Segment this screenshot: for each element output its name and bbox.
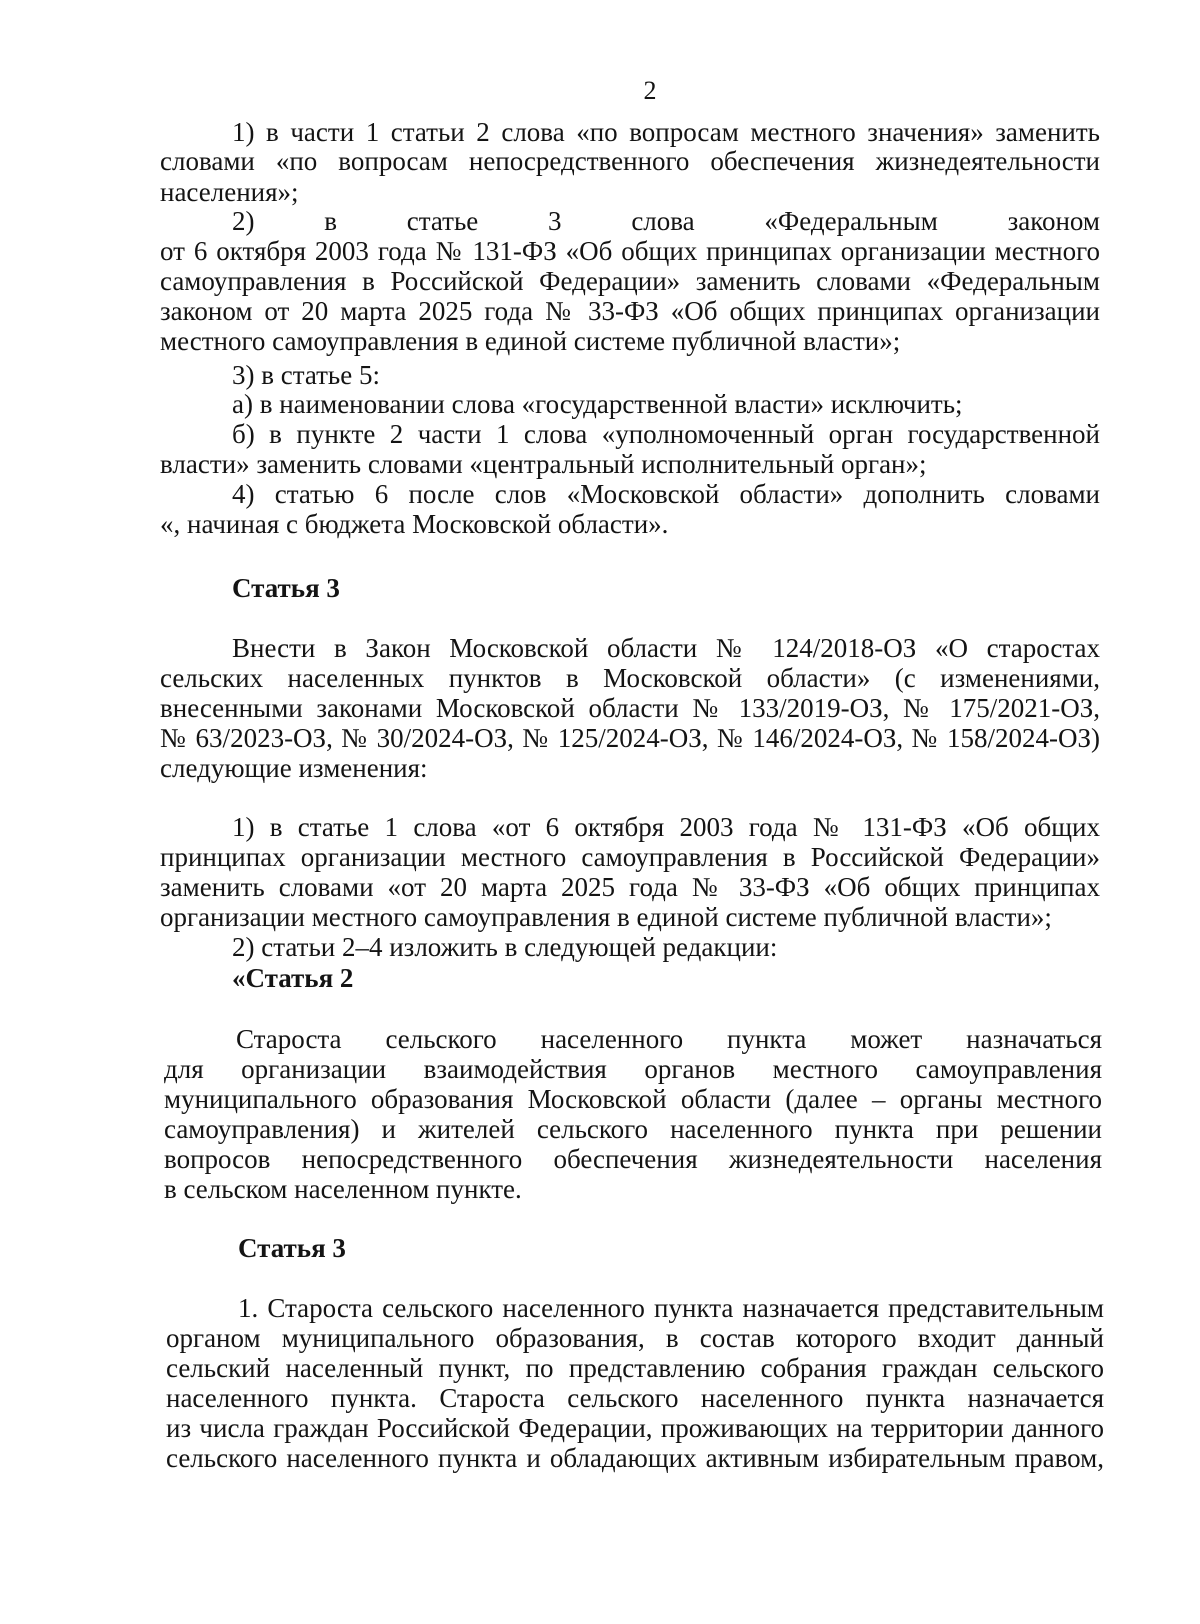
text-line: № 63/2023-ОЗ, № 30/2024-ОЗ, № 125/2024-ОЗ, № 146/2024-ОЗ, № 158/2024-ОЗ)	[160, 723, 1100, 753]
text-line: заменить словами «от 20 марта 2025 года № 33-ФЗ «Об общих принципах	[160, 872, 1100, 902]
text-line: следующие изменения:	[160, 753, 428, 783]
text-line: 4) статью 6 после слов «Московской области» дополнить словами	[232, 479, 1100, 509]
text-line: власти» заменить словами «центральный исполнительный орган»;	[160, 449, 927, 479]
text-line: словами «по вопросам непосредственного обеспечения жизнедеятельности	[160, 146, 1100, 176]
text-line: самоуправления) и жителей сельского населенного пункта при решении	[164, 1114, 1102, 1144]
text-line: организации местного самоуправления в единой системе публичной власти»;	[160, 902, 1052, 932]
text-line: 1) в статье 1 слова «от 6 октября 2003 года № 131-ФЗ «Об общих	[232, 812, 1100, 842]
text-line: муниципального образования Московской области (далее – органы местного	[164, 1084, 1102, 1114]
text-line: населенного пункта. Староста сельского населенного пункта назначается	[166, 1383, 1104, 1413]
text-line: внесенными законами Московской области № 133/2019-ОЗ, № 175/2021-ОЗ,	[160, 693, 1100, 723]
text-line: населения»;	[160, 177, 299, 207]
text-line: от 6 октября 2003 года № 131-ФЗ «Об общих принципах организации местного	[160, 236, 1100, 266]
text-line: в сельском населенном пункте.	[164, 1174, 522, 1204]
text-line: 2) статьи 2–4 изложить в следующей редакции:	[232, 932, 778, 962]
text-line: б) в пункте 2 части 1 слова «уполномоченный орган государственной	[232, 419, 1100, 449]
article-heading: Статья 3	[232, 573, 340, 603]
text-line: сельского населенного пункта и обладающих активным избирательным правом,	[166, 1443, 1104, 1473]
article-heading: Статья 3	[238, 1233, 346, 1263]
text-line: Староста сельского населенного пункта может назначаться	[236, 1024, 1102, 1054]
text-line: законом от 20 марта 2025 года № 33-ФЗ «Об общих принципах организации	[160, 296, 1100, 326]
text-line: вопросов непосредственного обеспечения жизнедеятельности населения	[164, 1144, 1102, 1174]
text-line: из числа граждан Российской Федерации, проживающих на территории данного	[166, 1413, 1104, 1443]
text-line: местного самоуправления в единой системе публичной власти»;	[160, 326, 901, 356]
page-number: 2	[643, 76, 657, 105]
text-line: принципах организации местного самоуправления в Российской Федерации»	[160, 842, 1100, 872]
text-line: Внести в Закон Московской области № 124/2018-ОЗ «О старостах	[232, 633, 1100, 663]
article-heading: «Статья 2	[232, 963, 354, 993]
text-line: органом муниципального образования, в состав которого входит данный	[166, 1323, 1104, 1353]
text-line: а) в наименовании слова «государственной власти» исключить;	[232, 389, 963, 419]
text-line: 1. Староста сельского населенного пункта назначается представительным	[238, 1293, 1104, 1323]
text-line: 1) в части 1 статьи 2 слова «по вопросам местного значения» заменить	[232, 117, 1100, 147]
text-line: сельских населенных пунктов в Московской области» (с изменениями,	[160, 663, 1100, 693]
text-line: сельский населенный пункт, по представлению собрания граждан сельского	[166, 1353, 1104, 1383]
text-line: «, начиная с бюджета Московской области».	[160, 509, 669, 539]
text-line: самоуправления в Российской Федерации» заменить словами «Федеральным	[160, 266, 1100, 296]
text-line: 2) в статье 3 слова «Федеральным законом	[232, 206, 1100, 236]
text-line: 3) в статье 5:	[232, 360, 380, 390]
text-line: для организации взаимодействия органов местного самоуправления	[164, 1054, 1102, 1084]
